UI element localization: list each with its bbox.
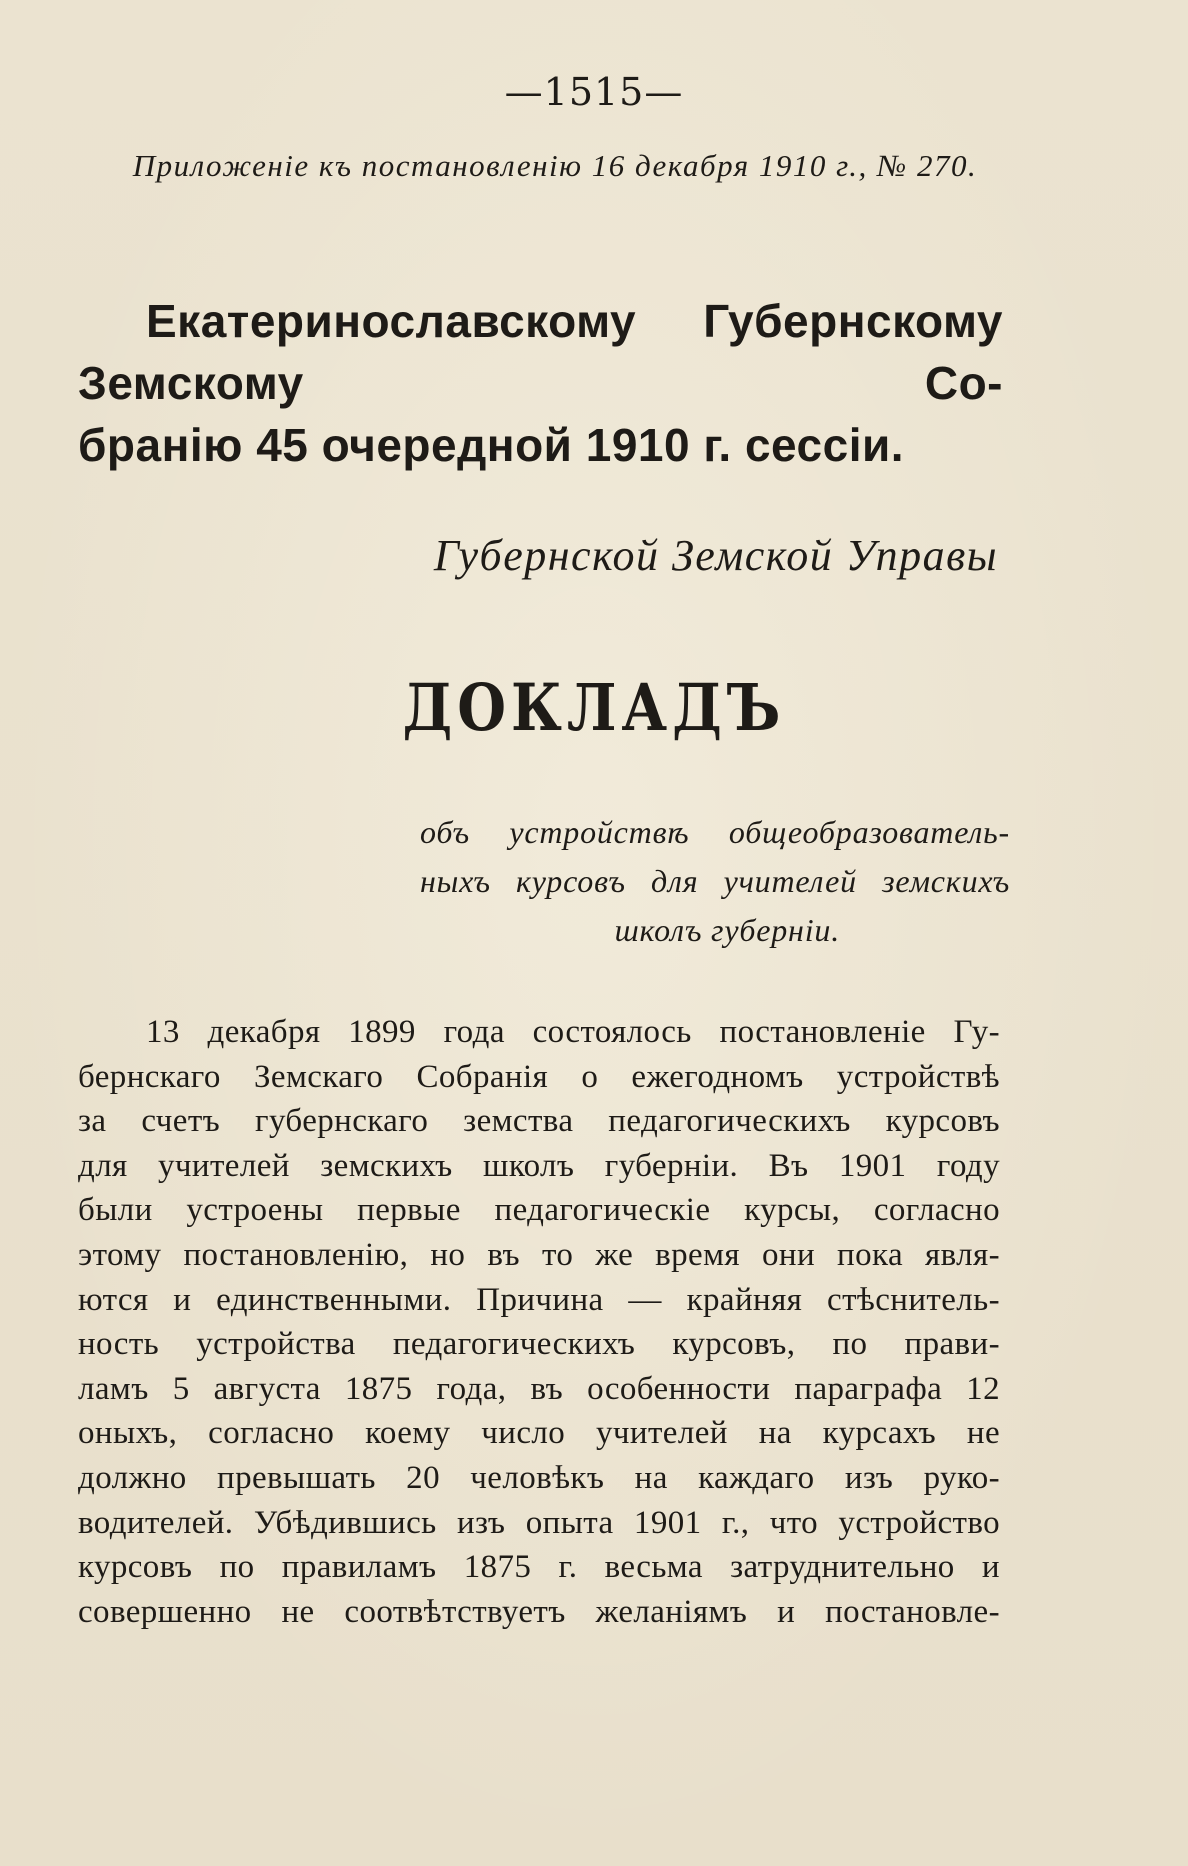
body-line: ламъ 5 августа 1875 года, въ особенности параграфа 12 [78, 1370, 1000, 1407]
appendix-note: Приложеніе къ постановленію 16 декабря 1910 г., № 270. [132, 148, 978, 183]
body-paragraph [78, 1010, 1000, 1634]
subject-line: объ устройствѣ общеобразователь- [420, 814, 1010, 850]
subject-line: школъ губерніи. [614, 912, 840, 948]
body-line: 13 декабря 1899 года состоялось постановленіе Гу- [146, 1014, 1000, 1050]
body-line: должно превышать 20 человѣкъ на каждаго изъ руко- [78, 1459, 1000, 1496]
body-line: этому постановленію, но въ то же время они пока явля- [78, 1236, 1000, 1273]
body-line: водителей. Убѣдившись изъ опыта 1901 г., что устройство [78, 1504, 1000, 1541]
report-title: ДОКЛАДЪ [402, 670, 786, 746]
body-line: оныхъ, согласно коему число учителей на курсахъ не [78, 1415, 1000, 1452]
subject-line: ныхъ курсовъ для учителей земскихъ [420, 863, 1010, 899]
council-name: Губернской Земской Управы [433, 531, 998, 580]
report-subject [420, 808, 1010, 955]
document-heading [78, 290, 1003, 476]
body-line: ность устройства педагогическихъ курсовъ, по прави- [78, 1326, 1000, 1363]
body-line: были устроены первые педагогическіе курсы, согласно [78, 1192, 1000, 1229]
body-line: совершенно не соотвѣтствуетъ желаніямъ и постановле- [78, 1593, 1000, 1630]
body-line: за счетъ губернскаго земства педагогическихъ курсовъ [78, 1103, 1000, 1140]
page-number: —1515— [504, 70, 684, 114]
heading-line: бранію 45 очередной 1910 г. сессіи. [78, 419, 905, 471]
body-line: ются и единственными. Причина — крайняя стѣснитель- [78, 1281, 1000, 1318]
body-line: курсовъ по правиламъ 1875 г. весьма затруднительно и [78, 1549, 1000, 1586]
body-line: для учителей земскихъ школъ губерніи. Въ 1901 году [78, 1147, 1000, 1184]
heading-line: Екатеринославскому Губернскому Земскому Со- [78, 295, 1003, 409]
body-line: бернскаго Земскаго Собранія о ежегодномъ устройствѣ [78, 1058, 1000, 1095]
